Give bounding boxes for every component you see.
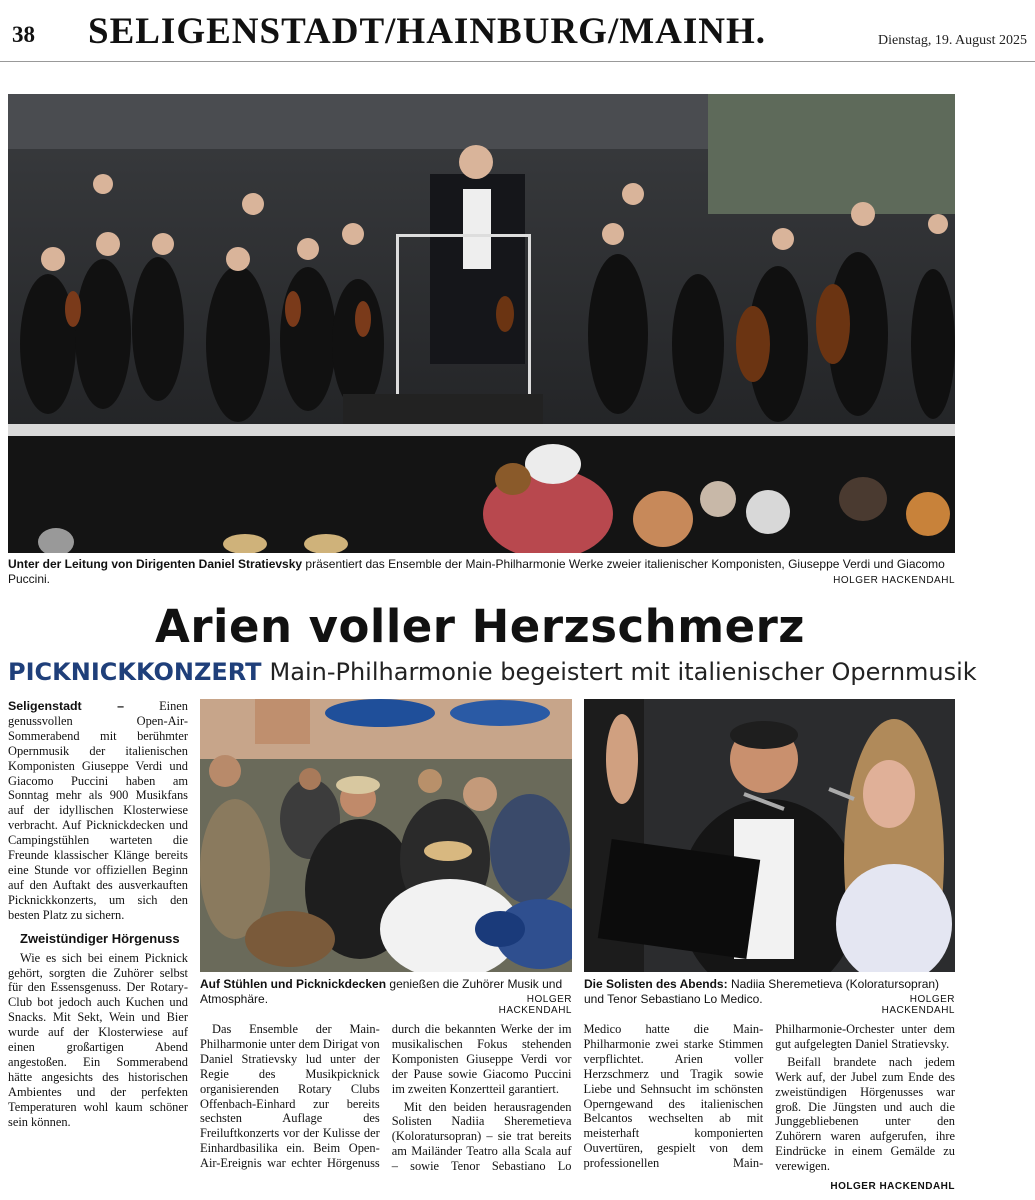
audience-caption-lead: Auf Stühlen und Picknickdecken (200, 977, 387, 991)
dateline: Seligenstadt – (8, 699, 124, 713)
subheadline: Main-Philharmonie begeistert mit italienischer Opernmusik (269, 658, 977, 686)
issue-date: Dienstag, 19. August 2025 (878, 33, 1027, 48)
lead-paragraph: Einen genussvollen Open-Air-Sommerabend mit berühmter Opernmusik der italienischen Komponisten Giuseppe Verdi und Giacomo Puccini haben am Sonntag mehr als 900 Musikfans auf der idyllischen Klosterwiese verbracht. Auf Picknickdecken und Campingstühlen warteten die Freunde klassischer Klänge bereits eine Stunde vor offiziellen Beginn auf den Auftakt des ausverkauften Picknickkonzerts, um sich den besten Platz zu sichern. (8, 699, 188, 922)
main-photo-caption (8, 557, 955, 587)
main-caption-lead: Unter der Leitung von Dirigenten Daniel Stratievsky (8, 557, 303, 571)
main-photo-credit: HOLGER HACKENDAHL (833, 575, 955, 586)
section-title: SELIGENSTADT/HAINBURG/MAINH. (88, 11, 767, 52)
paragraph-1: Wie es sich bei einem Picknick gehört, sorgten die Zuhörer selbst für den Essensgenuss. Der Rotary-Club bot jedoch auch Kuchen und Snacks. Mit Sekt, Wein und Bier wurde auf der Klosterwiese auf einen großartigen Abend angestoßen. Ein Sommerabend hätte angesichts des historischen Ambientes und der perfekten Temperaturen wohl kaum schöner sein können. (8, 950, 188, 1129)
soloists-photo (584, 699, 955, 972)
article-headline: Arien voller Herzschmerz (155, 600, 805, 653)
paragraph-2: Das Ensemble der Main-Philharmonie unter dem Dirigat von Daniel Stratievsky lud unter der Regie des Musikpicknick organisierenden Rotary Clubs Offenbach-Einhard zur bereits sechsten Auflage des Freiluftkonzerts vor der Kulisse der Einhardbasilika ein. Beim Open-Air-Ereignis war echter Hörgenuss durch die bekannten Werke der im musikalischen Fokus stehenden Komponisten Giuseppe Verdi vor der Pause sowie Giacomo Puccini im zweiten Konzertteil garantiert. (200, 1022, 572, 1171)
soloists-caption-lead: Die Solisten des Abends: (584, 977, 728, 991)
article-column-1 (8, 699, 188, 1129)
article-body-columns (200, 1022, 955, 1182)
main-caption-text: präsentiert das Ensemble der Main-Philharmonie Werke zweier italienischer Komponisten, Giuseppe Verdi und Giacomo Puccini. (8, 557, 945, 586)
audience-photo (200, 699, 572, 972)
paragraph-3: Mit den beiden herausragenden Solisten Nadiia Sheremetieva (Koloratursopran) – sie trat bereits am Mailänder Teatro alla Scala auf – sowie Tenor Sebastiano Lo Medico hatte die Main-Philharmonie zwei starke Stimmen verpflichtet. Arien voller Herzschmerz und Tragik sowie Liebe und Sehnsucht im schönsten Operngewand des italienischen Belcantos wechselten ab mit meisterhaft komponierten Ouvertüren, gespielt von dem professionellen Main-Philharmonie-Orchester unter dem gut aufgelegten Daniel Stratievsky. (391, 1022, 955, 1174)
audience-photo-credit: HOLGER HACKENDAHL (498, 994, 572, 1016)
orchestra-photo (8, 94, 955, 553)
soloists-caption-text: Nadiia Sheremetieva (Koloratursopran) und Tenor Sebastiano Lo Medico. (584, 977, 940, 1006)
page-number: 38 (12, 22, 35, 47)
page-header (0, 0, 1035, 62)
paragraph-4: Beifall brandete nach jedem Werk auf, der Jubel zum Ende des zweistündigen Hörgenusses war groß. Die Jüngsten und auch die Junggebliebenen unter den Zuhörern waren aufgerufen, ihre Eindrücke in einem Gemälde zu verewigen. (775, 1054, 955, 1174)
kicker: PICKNICKKONZERT (8, 658, 262, 686)
article-byline: HOLGER HACKENDAHL (830, 1181, 955, 1192)
soloists-photo-credit: HOLGER HACKENDAHL (881, 994, 955, 1016)
audience-caption-text: genießen die Zuhörer Musik und Atmosphäre. (200, 977, 563, 1006)
subheadline-line (8, 658, 977, 686)
crosshead: Zweistündiger Hörgenuss (20, 930, 180, 946)
